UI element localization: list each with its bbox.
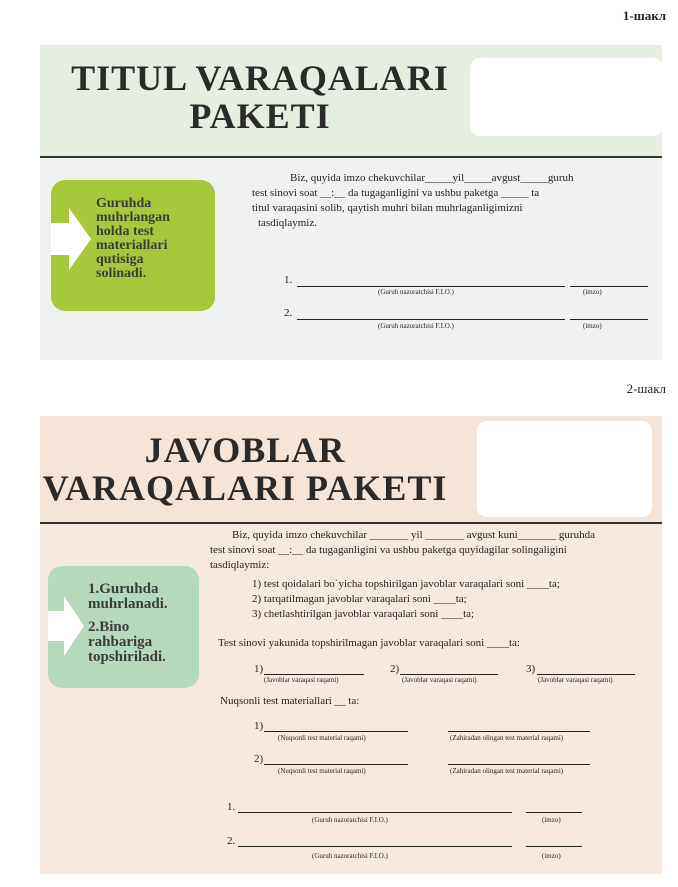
imzo-caption-1: (imzo) <box>542 816 561 824</box>
signature-line-1 <box>526 812 582 813</box>
signature-line-2 <box>526 846 582 847</box>
count-list <box>252 577 560 622</box>
sheet-number-1: 1) <box>254 663 264 675</box>
page-title <box>50 60 470 134</box>
statement-text <box>210 528 595 573</box>
instruction-line: holda test <box>96 224 154 239</box>
defective-line-1 <box>264 731 408 732</box>
instruction-line: solinadi. <box>96 266 147 281</box>
title-line-1: TITUL VARAQALARI <box>71 58 449 98</box>
instruction-line: 2.Bino <box>88 619 130 635</box>
sheet-line-2 <box>400 674 498 675</box>
statement-line: Biz, quyida imzo chekuvchilar_____yil_____avgust_____guruh <box>290 172 574 184</box>
imzo-caption-2: (imzo) <box>542 852 561 860</box>
defective-text: Nuqsonli test materiallari __ ta: <box>220 695 360 707</box>
fio-caption-1: (Guruh nazoratchisi F.I.O.) <box>378 288 454 296</box>
instruction-line: topshiriladi. <box>88 649 166 665</box>
signature-number-1: 1. <box>284 274 293 286</box>
sheet-line-1 <box>264 674 364 675</box>
fio-line-2 <box>297 319 565 320</box>
sheet-caption-3: (Javoblar varaqasi raqami) <box>538 676 613 684</box>
signature-number-2: 2. <box>284 307 293 319</box>
reserve-line-2 <box>448 764 590 765</box>
unsubmitted-text: Test sinovi yakunida topshirilmagan javoblar varaqalari soni ____ta: <box>218 637 520 649</box>
imzo-caption-2: (imzo) <box>583 322 602 330</box>
defective-caption-2: (Nuqsonli test material raqami) <box>278 767 366 775</box>
fio-line-2 <box>238 846 512 847</box>
figure-label-2: 2-шакл <box>626 381 666 396</box>
sheet-caption-2: (Javoblar varaqasi raqami) <box>402 676 477 684</box>
sheet-line-3 <box>537 674 635 675</box>
instruction-line: materiallari <box>96 238 168 253</box>
statement-line: test sinovi soat __:__ da tugaganligini va ushbu paketga _____ ta <box>252 186 540 199</box>
signature-number-2: 2. <box>227 835 236 847</box>
figure-label-1: 1-шакл <box>622 8 666 23</box>
reserve-line-1 <box>448 731 590 732</box>
header-divider <box>40 156 662 158</box>
answers-package-form <box>40 416 662 874</box>
defective-number-2: 2) <box>254 753 264 765</box>
instruction-line: muhrlangan <box>96 210 170 225</box>
signature-line-2 <box>570 319 648 320</box>
statement-line: tasdiqlaymiz. <box>258 216 317 229</box>
instruction-line: 1.Guruhda <box>88 581 159 597</box>
arrow-icon <box>51 208 91 270</box>
fio-caption-2: (Guruh nazoratchisi F.I.O.) <box>378 322 454 330</box>
fio-line-1 <box>238 812 512 813</box>
statement-line: titul varaqasini solib, qaytish muhri bilan muhrlaganligimizni <box>252 201 523 214</box>
stamp-area <box>470 58 663 136</box>
instruction-text <box>96 197 170 281</box>
instruction-line: muhrlanadi. <box>88 596 168 612</box>
fio-line-1 <box>297 286 565 287</box>
page-title <box>40 432 450 506</box>
instruction-line: Guruhda <box>96 196 152 211</box>
statement-line: test sinovi soat __:__ da tugaganligini va ushbu paketga quyidagilar solingaligini <box>210 543 567 556</box>
defective-line-2 <box>264 764 408 765</box>
arrow-icon <box>48 596 84 656</box>
title-line-2: VARAQALARI PAKETI <box>42 468 448 508</box>
sheet-number-2: 2) <box>390 663 400 675</box>
sheet-caption-1: (Javoblar varaqasi raqami) <box>264 676 339 684</box>
instruction-line: rahbariga <box>88 634 153 650</box>
list-item: 3) chetlashtirilgan javoblar varaqalari soni ____ta; <box>252 607 475 620</box>
reserve-caption-1: (Zahiradan olingan test material raqami) <box>450 734 564 742</box>
list-item: 1) test qoidalari bo`yicha topshirilgan javoblar varaqalari soni ____ta; <box>252 578 560 590</box>
defective-number-1: 1) <box>254 720 264 732</box>
list-item: 2) tarqatilmagan javoblar varaqalari soni ____ta; <box>252 592 467 605</box>
imzo-caption-1: (imzo) <box>583 288 602 296</box>
instruction-line: qutisiga <box>96 252 144 267</box>
instruction-text <box>88 582 168 665</box>
header-divider <box>40 522 662 524</box>
defective-caption-1: (Nuqsonli test material raqami) <box>278 734 366 742</box>
title-line-1: JAVOBLAR <box>144 430 346 470</box>
signature-number-1: 1. <box>227 801 236 813</box>
statement-text <box>252 171 574 230</box>
fio-caption-2: (Guruh nazoratchisi F.I.O.) <box>312 852 388 860</box>
statement-line: Biz, quyida imzo chekuvchilar _______ yil _______ avgust kuni_______ guruhda <box>232 529 595 541</box>
statement-line: tasdiqlaymiz: <box>210 558 270 571</box>
titul-package-form <box>40 45 662 360</box>
sheet-number-3: 3) <box>526 663 536 675</box>
signature-line-1 <box>570 286 648 287</box>
fio-caption-1: (Guruh nazoratchisi F.I.O.) <box>312 816 388 824</box>
reserve-caption-2: (Zahiradan olingan test material raqami) <box>450 767 564 775</box>
title-line-2: PAKETI <box>189 96 331 136</box>
stamp-area <box>477 421 652 517</box>
